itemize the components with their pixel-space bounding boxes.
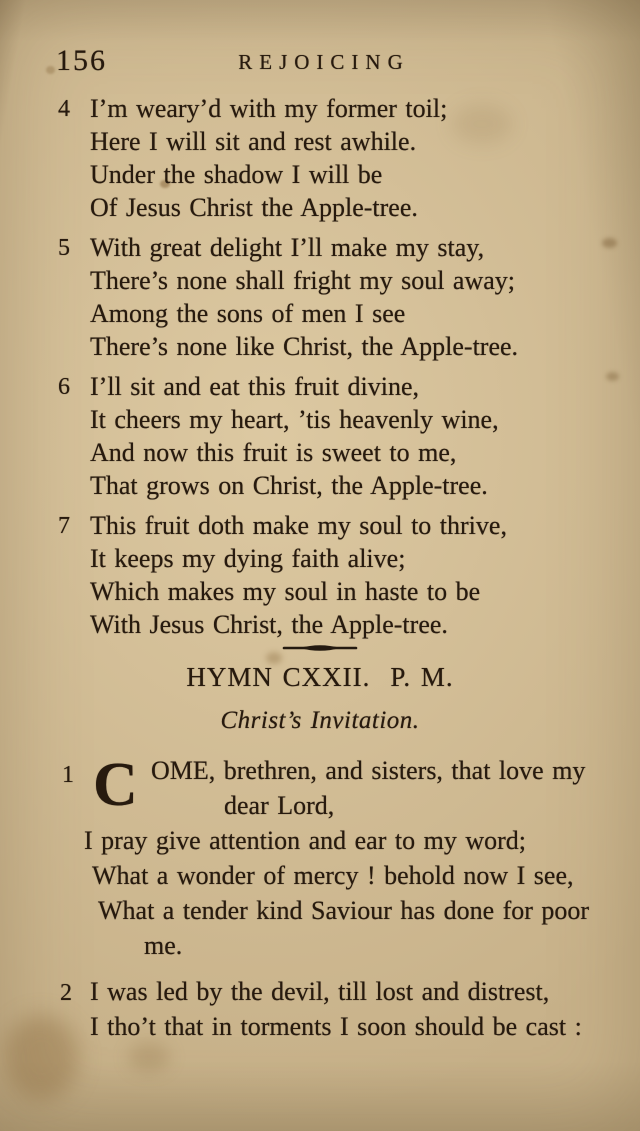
- previous-hymn-verses: [0, 92, 640, 648]
- verse-line: dear Lord,: [224, 791, 335, 820]
- verse-line: I’m weary’d with my former toil;: [90, 94, 448, 123]
- hymn-meter: P. M.: [390, 662, 454, 692]
- verse-line: Of Jesus Christ the Apple-tree.: [90, 193, 418, 222]
- hymn-subtitle: Christ’s Invitation.: [220, 707, 420, 734]
- verse: [0, 231, 640, 363]
- verse-number: 6: [58, 374, 70, 400]
- verse-line: me.: [144, 931, 183, 960]
- verse: [0, 974, 640, 1044]
- verse-line: There’s none shall fright my soul away;: [90, 266, 516, 295]
- verse-number: 5: [58, 235, 70, 261]
- verse: [0, 370, 640, 502]
- section-divider: [0, 641, 640, 659]
- verse-number: 4: [58, 96, 70, 122]
- verse: [0, 753, 640, 963]
- verse-line: I tho’t that in torments I soon should be cast :: [90, 1012, 582, 1041]
- verse-line: I was led by the devil, till lost and distrest,: [90, 977, 550, 1006]
- verse-line: And now this fruit is sweet to me,: [90, 438, 457, 467]
- verse-line: With Jesus Christ, the Apple-tree.: [90, 610, 448, 639]
- verse-line: Here I will sit and rest awhile.: [90, 127, 417, 156]
- verse-line: Which makes my soul in haste to be: [90, 577, 481, 606]
- verse-line: There’s none like Christ, the Apple-tree.: [90, 332, 519, 361]
- verse-line: It keeps my dying faith alive;: [90, 544, 406, 573]
- drop-cap-letter: C: [93, 751, 138, 819]
- verse-line: That grows on Christ, the Apple-tree.: [90, 471, 488, 500]
- running-header: REJOICING: [238, 50, 410, 74]
- verse-number: 2: [60, 980, 72, 1006]
- hymn-number: HYMN CXXII.: [186, 662, 371, 692]
- verse-number: 1: [62, 762, 74, 788]
- verse-line: What a tender kind Saviour has done for poor: [98, 896, 590, 925]
- paper-stain: [128, 1042, 170, 1072]
- verse-line: With great delight I’ll make my stay,: [90, 233, 485, 262]
- page-number: 156: [56, 44, 107, 77]
- verse-line: OME, brethren, and sisters, that love my: [151, 756, 586, 785]
- verse: [0, 509, 640, 641]
- page-header: [0, 44, 640, 78]
- verse-line: Among the sons of men I see: [90, 299, 406, 328]
- verse-line: What a wonder of mercy ! behold now I see,: [92, 861, 574, 890]
- verse-number: 7: [58, 513, 70, 539]
- verse-line: I pray give attention and ear to my word;: [84, 826, 526, 855]
- verse-line: Under the shadow I will be: [90, 160, 383, 189]
- verse-line: I’ll sit and eat this fruit divine,: [90, 372, 419, 401]
- verse-line: This fruit doth make my soul to thrive,: [90, 511, 507, 540]
- verse-line: It cheers my heart, ’tis heavenly wine,: [90, 405, 499, 434]
- divider-ornament: [281, 642, 359, 654]
- verse: [0, 92, 640, 224]
- hymn-heading: [0, 662, 640, 693]
